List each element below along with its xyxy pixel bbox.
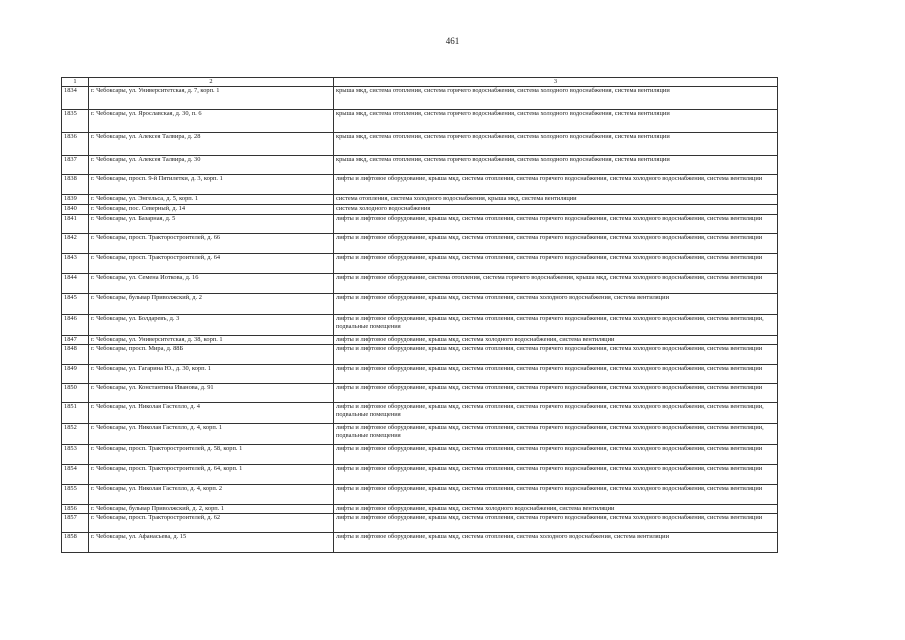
row-number: 1846 bbox=[62, 315, 89, 336]
table-row bbox=[62, 234, 778, 254]
address-cell: г. Чебоксары, ул. Афанасьева, д. 15 bbox=[89, 532, 334, 552]
address-cell: г. Чебоксары, ул. Константина Иванова, д. 91 bbox=[89, 383, 334, 402]
row-number: 1858 bbox=[62, 532, 89, 552]
row-number: 1847 bbox=[62, 336, 89, 345]
address-cell: г. Чебоксары, ул. Ярославская, д. 30, п. 6 bbox=[89, 110, 334, 133]
row-number: 1852 bbox=[62, 423, 89, 444]
row-number: 1837 bbox=[62, 156, 89, 175]
systems-cell: лифты и лифтовое оборудование, крыша мкд, система отопления, система горячего водоснабжения, система холодного водоснабжения, система вентиляции bbox=[334, 444, 778, 464]
table-row bbox=[62, 175, 778, 195]
address-cell: г. Чебоксары, ул. Энгельса, д. 5, корп. 1 bbox=[89, 195, 334, 205]
table-row bbox=[62, 444, 778, 464]
table-row bbox=[62, 402, 778, 423]
address-cell: г. Чебоксары, ул. Николая Гастелло, д. 4, корп. 1 bbox=[89, 423, 334, 444]
row-number: 1844 bbox=[62, 274, 89, 294]
systems-cell: лифты и лифтовое оборудование, крыша мкд, система отопления, система горячего водоснабжения, система холодного водоснабжения, система вентиляции bbox=[334, 254, 778, 274]
row-number: 1856 bbox=[62, 504, 89, 513]
table-row bbox=[62, 215, 778, 234]
systems-cell: крыша мкд, система отопления, система горячего водоснабжения, система холодного водоснабжения, система вентиляции bbox=[334, 87, 778, 110]
systems-cell: система холодного водоснабжения bbox=[334, 205, 778, 215]
address-cell: г. Чебоксары, ул. Университетская, д. 38, корп. 1 bbox=[89, 336, 334, 345]
header-col-3: 3 bbox=[334, 78, 778, 87]
address-cell: г. Чебоксары, бульвар Приволжский, д. 2, корп. 1 bbox=[89, 504, 334, 513]
systems-cell: лифты и лифтовое оборудование, крыша мкд, система отопления, система горячего водоснабжения, система холодного водоснабжения, система вентиляции bbox=[334, 484, 778, 504]
table-row bbox=[62, 315, 778, 336]
table-row bbox=[62, 156, 778, 175]
address-cell: г. Чебоксары, ул. Алексея Талвира, д. 30 bbox=[89, 156, 334, 175]
systems-cell: лифты и лифтовое оборудование, крыша мкд, система отопления, система горячего водоснабжения, система холодного водоснабжения, система вентиляции bbox=[334, 344, 778, 364]
address-cell: г. Чебоксары, просп. Тракторостроителей, д. 58, корп. 1 bbox=[89, 444, 334, 464]
systems-cell: лифты и лифтовое оборудование, крыша мкд, система отопления, система горячего водоснабжения, система холодного водоснабжения, система вентиляции bbox=[334, 364, 778, 383]
systems-cell: лифты и лифтовое оборудование, крыша мкд, система отопления, система горячего водоснабжения, система холодного водоснабжения, система вентиляции bbox=[334, 215, 778, 234]
table-row bbox=[62, 504, 778, 513]
table-row bbox=[62, 110, 778, 133]
row-number: 1839 bbox=[62, 195, 89, 205]
address-cell: г. Чебоксары, ул. Семена Иоткова, д. 16 bbox=[89, 274, 334, 294]
systems-cell: лифты и лифтовое оборудование, крыша мкд, система отопления, система холодного водоснабжения, система вентиляции bbox=[334, 532, 778, 552]
table-row bbox=[62, 254, 778, 274]
address-cell: г. Чебоксары, просп. Тракторостроителей, д. 64, корп. 1 bbox=[89, 464, 334, 484]
row-number: 1840 bbox=[62, 205, 89, 215]
table-row bbox=[62, 464, 778, 484]
address-cell: г. Чебоксары, просп. Тракторостроителей, д. 66 bbox=[89, 234, 334, 254]
table-header bbox=[62, 78, 778, 87]
table-row bbox=[62, 383, 778, 402]
row-number: 1850 bbox=[62, 383, 89, 402]
table-row bbox=[62, 484, 778, 504]
address-cell: г. Чебоксары, ул. Болдаревъ, д. 3 bbox=[89, 315, 334, 336]
systems-cell: лифты и лифтовое оборудование, крыша мкд, система отопления, система горячего водоснабжения, система холодного водоснабжения, система вентиляции bbox=[334, 513, 778, 532]
row-number: 1838 bbox=[62, 175, 89, 195]
systems-cell: крыша мкд, система отопления, система горячего водоснабжения, система холодного водоснабжения, система вентиляции bbox=[334, 156, 778, 175]
row-number: 1849 bbox=[62, 364, 89, 383]
address-cell: г. Чебоксары, ул. Базарная, д. 5 bbox=[89, 215, 334, 234]
header-col-2: 2 bbox=[89, 78, 334, 87]
table-body bbox=[62, 87, 778, 553]
address-cell: г. Чебоксары, ул. Николая Гастелло, д. 4 bbox=[89, 402, 334, 423]
row-number: 1843 bbox=[62, 254, 89, 274]
address-cell: г. Чебоксары, бульвар Приволжский, д. 2 bbox=[89, 294, 334, 315]
row-number: 1841 bbox=[62, 215, 89, 234]
systems-cell: крыша мкд, система отопления, система горячего водоснабжения, система холодного водоснабжения, система вентиляции bbox=[334, 110, 778, 133]
systems-cell: лифты и лифтовое оборудование, крыша мкд, система отопления, система горячего водоснабжения, система холодного водоснабжения, система вентиляции bbox=[334, 464, 778, 484]
row-number: 1835 bbox=[62, 110, 89, 133]
systems-cell: лифты и лифтовое оборудование, система отопления, система горячего водоснабжения, крыша мкд, система холодного водоснабжения, система вентиляции bbox=[334, 274, 778, 294]
systems-cell: лифты и лифтовое оборудование, крыша мкд, система холодного водоснабжения, система вентиляции bbox=[334, 336, 778, 345]
row-number: 1854 bbox=[62, 464, 89, 484]
table-row bbox=[62, 364, 778, 383]
systems-cell: лифты и лифтовое оборудование, крыша мкд, система отопления, система горячего водоснабжения, система холодного водоснабжения, система вентиляции, подвальные помещения bbox=[334, 402, 778, 423]
systems-cell: лифты и лифтовое оборудование, крыша мкд, система отопления, система горячего водоснабжения, система холодного водоснабжения, система вентиляции, подвальные помещения bbox=[334, 423, 778, 444]
table-row bbox=[62, 513, 778, 532]
table-row bbox=[62, 205, 778, 215]
row-number: 1853 bbox=[62, 444, 89, 464]
table-row bbox=[62, 87, 778, 110]
address-cell: г. Чебоксары, ул. Алексея Талвира, д. 28 bbox=[89, 133, 334, 156]
table-row bbox=[62, 423, 778, 444]
address-cell: г. Чебоксары, просп. Мира, д. 88Б bbox=[89, 344, 334, 364]
address-cell: г. Чебоксары, просп. Тракторостроителей, д. 64 bbox=[89, 254, 334, 274]
page-number: 461 bbox=[445, 36, 460, 46]
row-number: 1834 bbox=[62, 87, 89, 110]
address-cell: г. Чебоксары, просп. Тракторостроителей, д. 62 bbox=[89, 513, 334, 532]
register-table bbox=[61, 77, 778, 553]
table-row bbox=[62, 344, 778, 364]
table-row bbox=[62, 336, 778, 345]
row-number: 1848 bbox=[62, 344, 89, 364]
row-number: 1836 bbox=[62, 133, 89, 156]
systems-cell: лифты и лифтовое оборудование, крыша мкд, система отопления, система горячего водоснабжения, система холодного водоснабжения, система вентиляции bbox=[334, 383, 778, 402]
row-number: 1845 bbox=[62, 294, 89, 315]
systems-cell: лифты и лифтовое оборудование, крыша мкд, система отопления, система горячего водоснабжения, система холодного водоснабжения, система вентиляции bbox=[334, 234, 778, 254]
address-cell: г. Чебоксары, ул. Гагарина Ю., д. 30, корп. 1 bbox=[89, 364, 334, 383]
header-row bbox=[62, 78, 778, 87]
table-row bbox=[62, 294, 778, 315]
row-number: 1857 bbox=[62, 513, 89, 532]
table-row bbox=[62, 532, 778, 552]
systems-cell: лифты и лифтовое оборудование, крыша мкд, система холодного водоснабжения, система вентиляции bbox=[334, 504, 778, 513]
systems-cell: лифты и лифтовое оборудование, крыша мкд, система отопления, система горячего водоснабжения, система холодного водоснабжения, система вентиляции bbox=[334, 175, 778, 195]
address-cell: г. Чебоксары, ул. Николая Гастелло, д. 4, корп. 2 bbox=[89, 484, 334, 504]
header-col-1: 1 bbox=[62, 78, 89, 87]
address-cell: г. Чебоксары, ул. Университетская, д. 7, корп. 1 bbox=[89, 87, 334, 110]
table-row bbox=[62, 133, 778, 156]
address-cell: г. Чебоксары, просп. 9-й Пятилетки, д. 3, корп. 1 bbox=[89, 175, 334, 195]
row-number: 1855 bbox=[62, 484, 89, 504]
row-number: 1851 bbox=[62, 402, 89, 423]
systems-cell: крыша мкд, система отопления, система горячего водоснабжения, система холодного водоснабжения, система вентиляции bbox=[334, 133, 778, 156]
address-cell: г. Чебоксары, пос. Северный, д. 14 bbox=[89, 205, 334, 215]
table-row bbox=[62, 195, 778, 205]
systems-cell: система отопления, система холодного водоснабжения, крыша мкд, система вентиляции bbox=[334, 195, 778, 205]
row-number: 1842 bbox=[62, 234, 89, 254]
table-row bbox=[62, 274, 778, 294]
systems-cell: лифты и лифтовое оборудование, крыша мкд, система отопления, система холодного водоснабжения, система вентиляции bbox=[334, 294, 778, 315]
systems-cell: лифты и лифтовое оборудование, крыша мкд, система отопления, система горячего водоснабжения, система холодного водоснабжения, система вентиляции, подвальные помещения bbox=[334, 315, 778, 336]
